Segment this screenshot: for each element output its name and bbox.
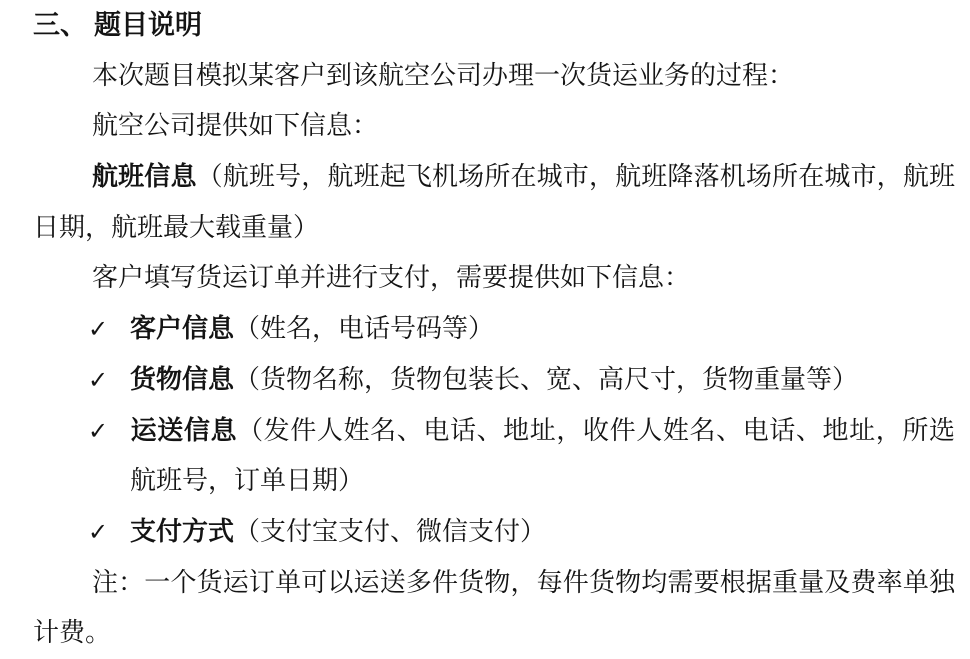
- provider-lead-line: 航空公司提供如下信息：: [92, 111, 379, 141]
- flight-info-line-1: [33, 152, 955, 203]
- cargo-info-label: 货物信息: [130, 364, 235, 394]
- shipping-info-detail-1: （发件人姓名、电话、地址，收件人姓名、电话、地址，所选: [237, 415, 955, 445]
- intro-line: 本次题目模拟某客户到该航空公司办理一次货运业务的过程：: [92, 60, 795, 90]
- section-title: 题目说明: [94, 10, 202, 40]
- flight-info-label: 航班信息: [92, 162, 197, 192]
- note-line-1: 注：一个货运订单可以运送多件货物，每件货物均需要根据重量及费率单独: [92, 567, 955, 597]
- list-item-shipping-info-line-2: 航班号，订单日期）: [130, 466, 365, 496]
- section-heading: [33, 0, 955, 51]
- cargo-info-detail: （货物名称，货物包装长、宽、高尺寸，货物重量等）: [234, 364, 859, 394]
- list-item-payment-method: [33, 507, 955, 558]
- note-line-2: 计费。: [33, 618, 112, 648]
- checkmark-icon: ✓: [88, 315, 109, 344]
- customer-info-detail: （姓名，电话号码等）: [234, 314, 495, 344]
- payment-method-label: 支付方式: [130, 516, 235, 546]
- checkmark-icon: ✓: [88, 416, 109, 445]
- flight-info-line-2: 日期，航班最大载重量）: [33, 212, 320, 242]
- section-number: 三、: [33, 10, 87, 40]
- checkmark-icon: ✓: [88, 365, 109, 394]
- order-lead-line: 客户填写货运订单并进行支付，需要提供如下信息：: [92, 263, 691, 293]
- shipping-info-label: 运送信息: [130, 415, 238, 445]
- flight-info-detail-1: （航班号，航班起飞机场所在城市，航班降落机场所在城市，航班: [196, 162, 955, 192]
- checkmark-icon: ✓: [88, 517, 109, 546]
- list-item-customer-info: [33, 304, 955, 355]
- list-item-shipping-info-line-1: [33, 406, 955, 457]
- customer-info-label: 客户信息: [130, 314, 235, 344]
- payment-method-detail: （支付宝支付、微信支付）: [234, 516, 547, 546]
- list-item-cargo-info: [33, 355, 955, 406]
